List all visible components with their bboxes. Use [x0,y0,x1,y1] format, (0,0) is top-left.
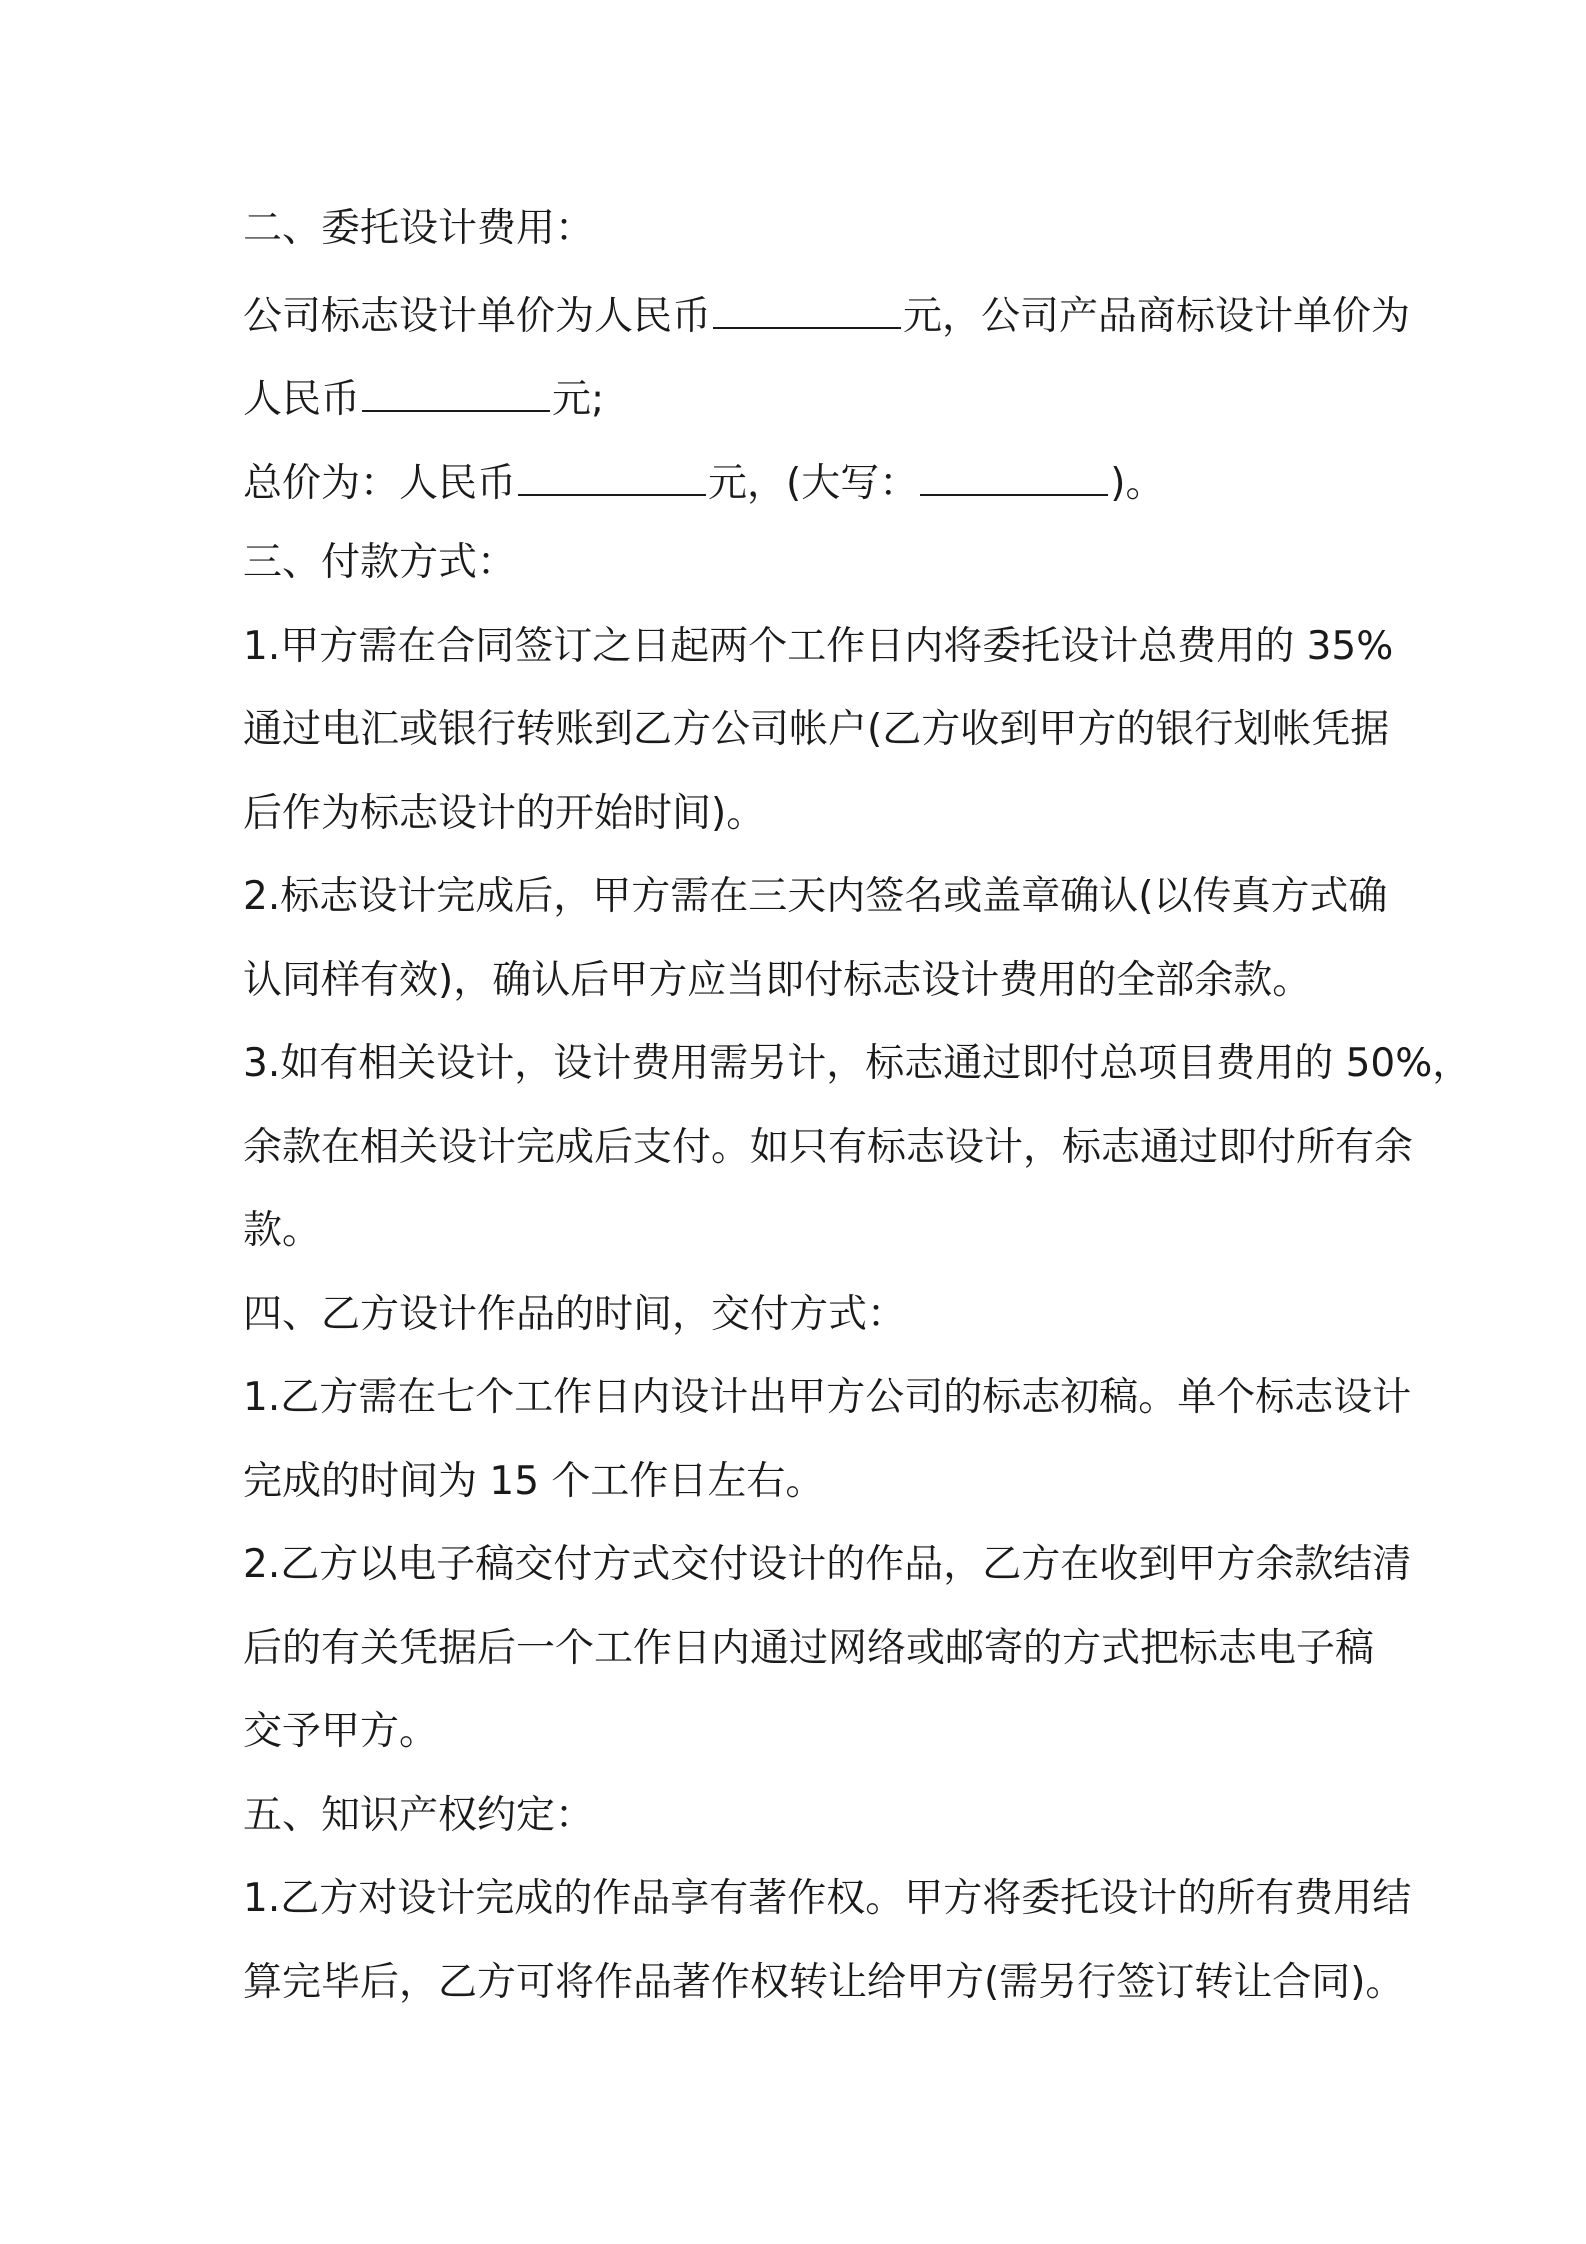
section-heading-fee: 二、委托设计费用： [243,206,595,251]
fee-line-2-text-a: 人民币 [243,377,361,422]
fee-line-1 [243,283,1410,343]
paragraph-line: 认同样有效)，确认后甲方应当即付标志设计费用的全部余款。 [243,958,1312,1003]
section-heading-ip: 五、知识产权约定： [243,1793,595,1838]
total-line [243,450,1164,510]
paragraph-line: 完成的时间为 15 个工作日左右。 [243,1459,825,1504]
paragraph-line: 2.标志设计完成后，甲方需在三天内签名或盖章确认(以传真方式确 [243,874,1388,919]
paragraph-line: 算完毕后，乙方可将作品著作权转让给甲方(需另行签订转让合同)。 [243,1960,1405,2005]
fee-line-1-text-b: 元，公司产品商标设计单价为 [903,294,1411,339]
paragraph-line: 余款在相关设计完成后支付。如只有标志设计，标志通过即付所有余 [243,1125,1414,1170]
paragraph-line: 1.乙方对设计完成的作品享有著作权。甲方将委托设计的所有费用结 [243,1876,1412,1921]
fee-line-1-text-a: 公司标志设计单价为人民币 [243,294,712,339]
total-text-b: 元，(大写： [708,461,919,506]
paragraph-line: 1.甲方需在合同签订之日起两个工作日内将委托设计总费用的 35% [243,624,1394,669]
fill-blank[interactable] [362,366,550,412]
paragraph-line: 后的有关凭据后一个工作日内通过网络或邮寄的方式把标志电子稿 [243,1626,1375,1671]
fill-blank[interactable] [518,450,706,496]
paragraph-line: 3.如有相关设计，设计费用需另计，标志通过即付总项目费用的 50%， [243,1041,1472,1086]
section-heading-payment: 三、付款方式： [243,540,517,585]
paragraph-line: 通过电汇或银行转账到乙方公司帐户(乙方收到甲方的银行划帐凭据 [243,707,1390,752]
paragraph-line: 1.乙方需在七个工作日内设计出甲方公司的标志初稿。单个标志设计 [243,1375,1412,1420]
paragraph-line: 后作为标志设计的开始时间)。 [243,791,766,836]
paragraph-line: 2.乙方以电子稿交付方式交付设计的作品，乙方在收到甲方余款结清 [243,1542,1412,1587]
fee-line-2-text-b: 元; [552,377,605,422]
section-heading-delivery: 四、乙方设计作品的时间，交付方式： [243,1292,907,1337]
fill-blank[interactable] [713,283,901,329]
fee-line-2 [243,366,604,426]
total-text-a: 总价为：人民币 [243,461,517,506]
total-text-c: )。 [1110,461,1165,506]
fill-blank[interactable] [920,450,1108,496]
paragraph-line: 交予甲方。 [243,1709,439,1754]
paragraph-line: 款。 [243,1208,322,1253]
